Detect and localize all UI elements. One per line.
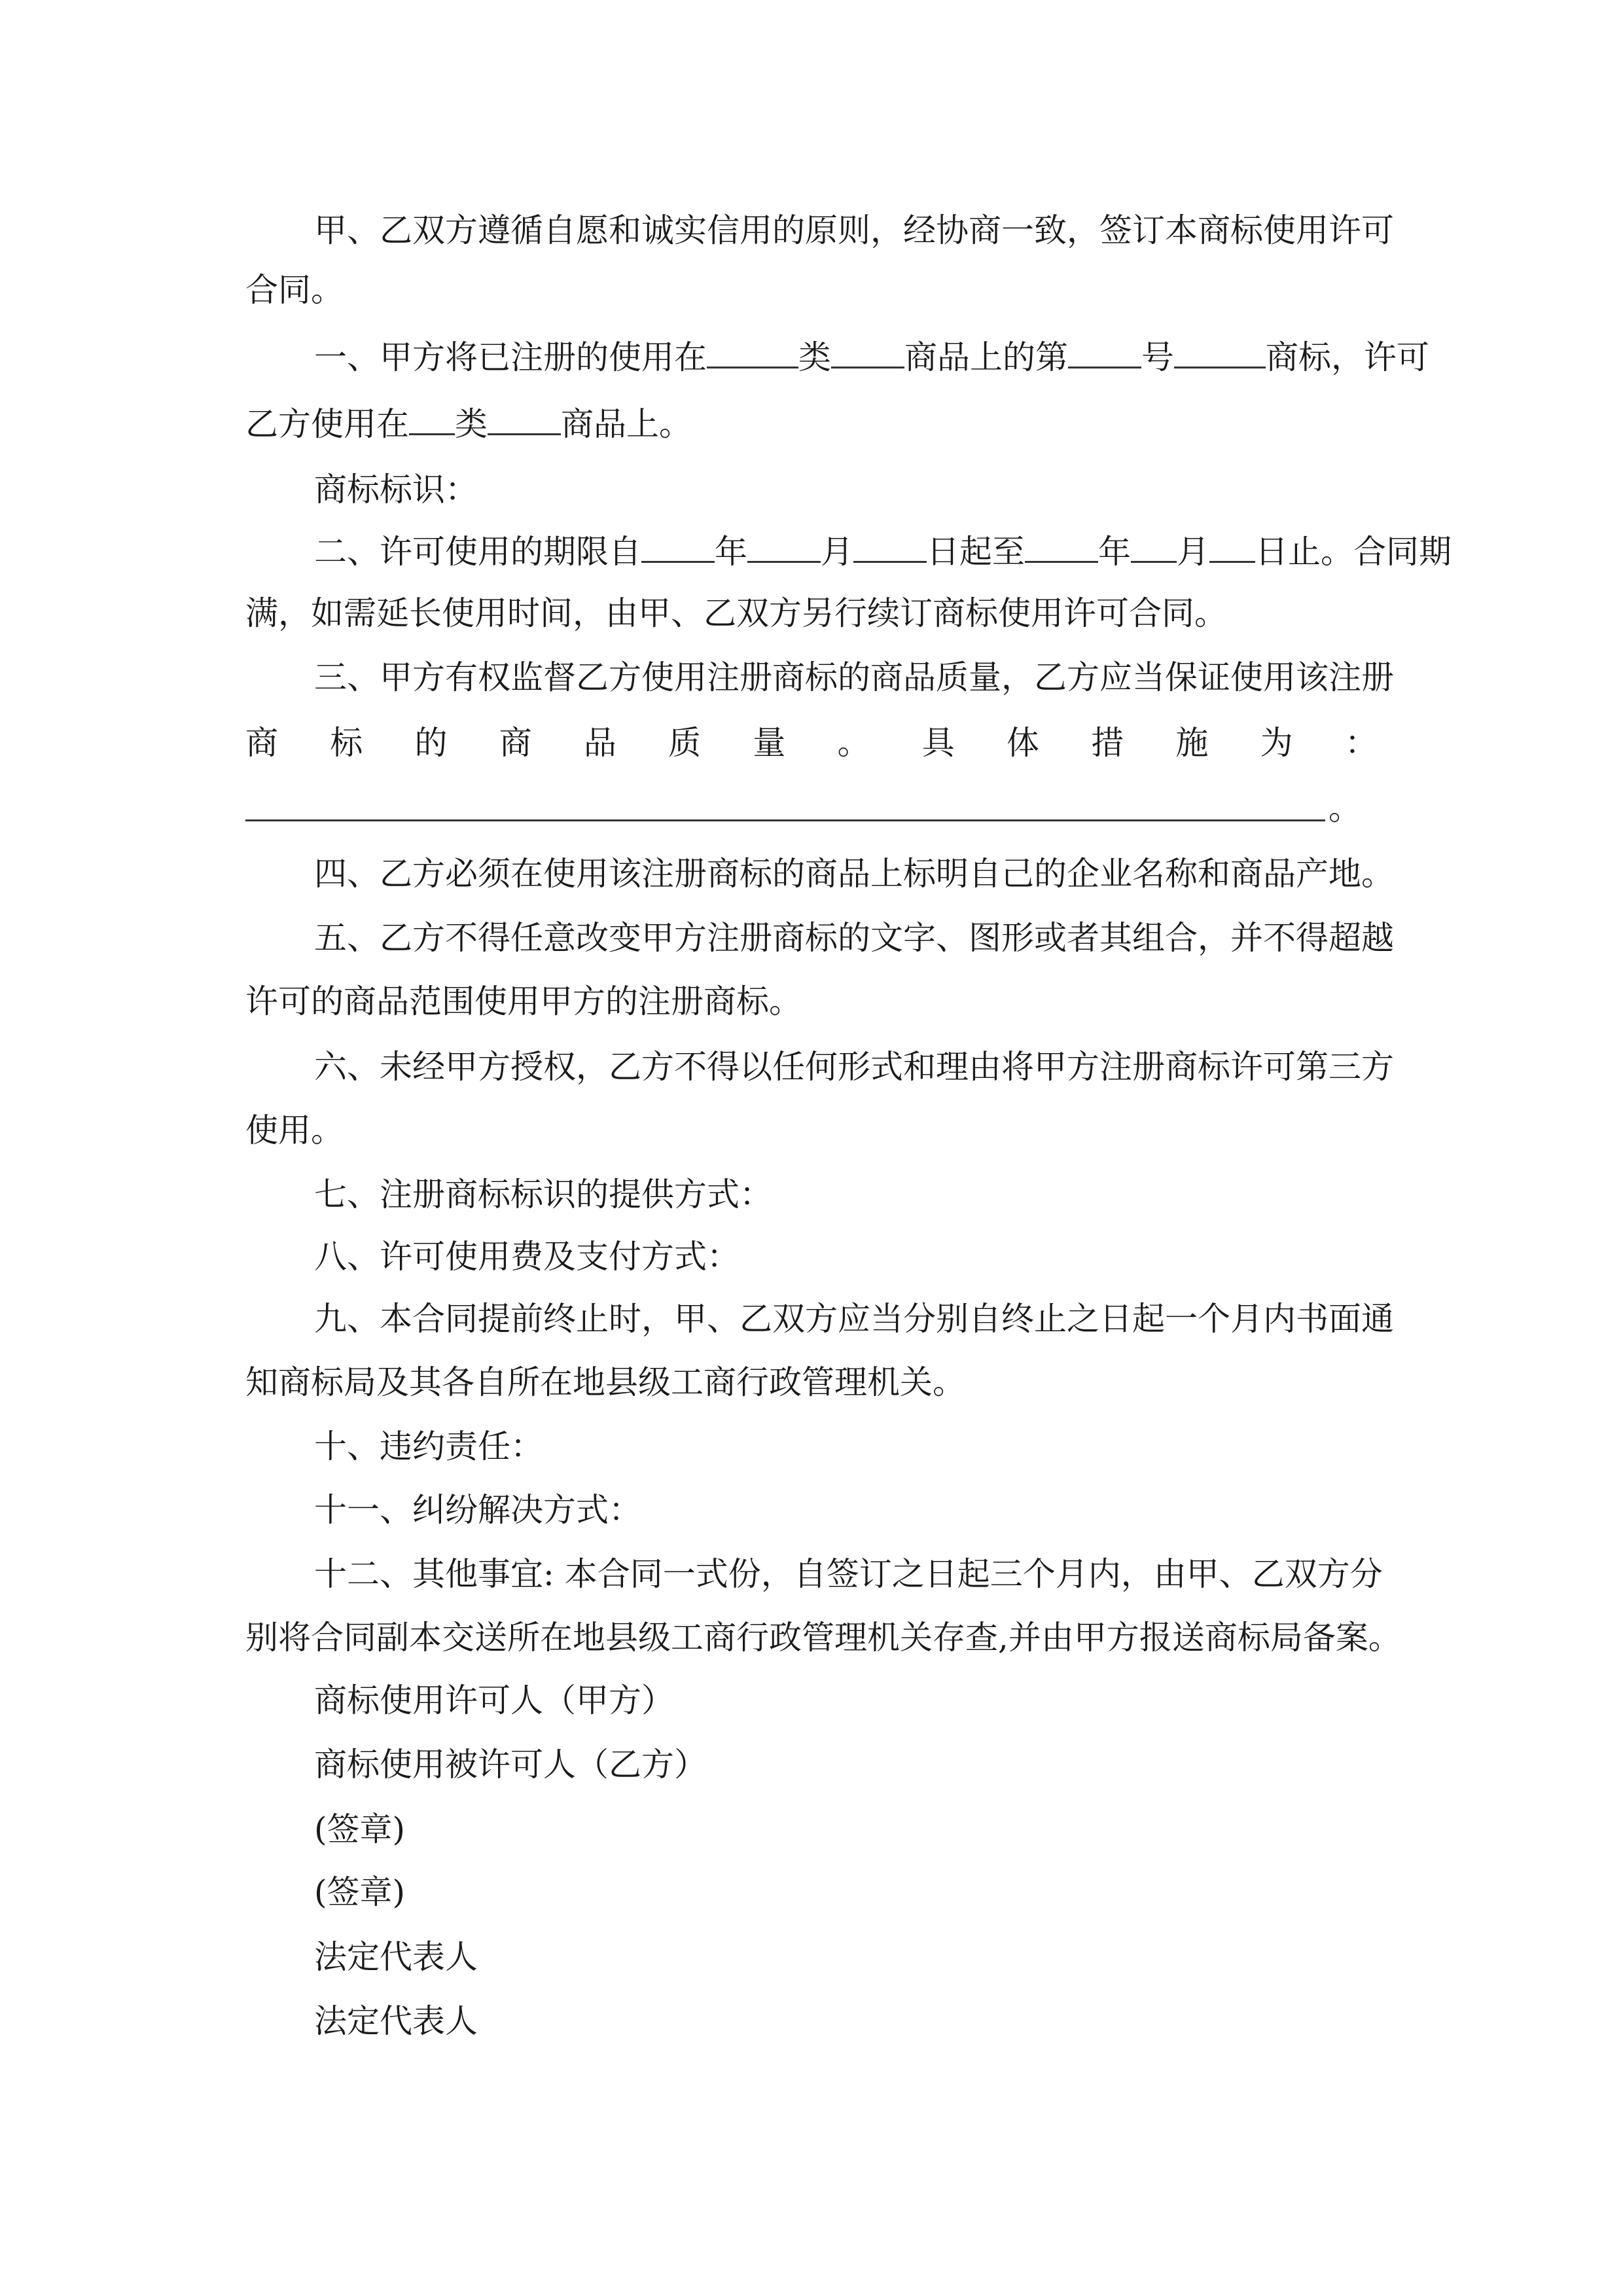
clause-3-char: 质 <box>668 724 702 762</box>
clause-1-text-a: 一、甲方将已注册的使用在 <box>314 338 707 376</box>
clause-1-text-d: 号 <box>1141 338 1174 376</box>
clause-3-char: 量 <box>753 724 786 762</box>
clause-1-text-g: 类 <box>455 405 488 443</box>
clause-2-text-e: 年 <box>1098 533 1131 571</box>
clause-3-char: 。 <box>837 724 870 762</box>
licensor-representative: 法定代表人 <box>314 1938 478 1976</box>
licensor-seal: (签章) <box>314 1810 406 1848</box>
clause-12-line-2: 别将合同副本交送所在地县级工商行政管理机关存查,并由甲方报送商标局备案。 <box>245 1619 1401 1657</box>
intro-line-1: 甲、乙双方遵循自愿和诚实信用的原则，经协商一致，签订本商标使用许可 <box>314 211 1394 249</box>
blank-end-year <box>1025 557 1098 563</box>
clause-4: 四、乙方必须在使用该注册商标的商品上标明自己的企业名称和商品产地。 <box>314 855 1394 893</box>
licensee-representative: 法定代表人 <box>314 2002 478 2040</box>
blank-licensed-goods <box>488 429 561 435</box>
clause-5-line-1: 五、乙方不得任意改变甲方注册商标的文字、图形或者其组合，并不得超越 <box>314 919 1394 957</box>
clause-2-text-f: 月 <box>1177 533 1209 571</box>
clause-9-line-2: 知商标局及其各自所在地县级工商行政管理机关。 <box>245 1363 965 1401</box>
blank-end-month <box>1131 557 1177 563</box>
blank-trademark-name <box>1174 363 1266 368</box>
blank-licensed-class <box>409 429 455 435</box>
clause-3-char: 为 <box>1260 724 1293 762</box>
clause-1-text-e: 商标，许可 <box>1266 338 1429 376</box>
clause-5-line-2: 许可的商品范围使用甲方的注册商标。 <box>245 982 802 1020</box>
blank-class-number <box>707 363 798 368</box>
clause-3-char: 商 <box>499 724 532 762</box>
blank-start-year <box>641 557 715 563</box>
clause-3-end-period: 。 <box>1329 789 1361 827</box>
clause-2-text-d: 日起至 <box>927 533 1025 571</box>
clause-3-line-2 <box>245 724 1378 762</box>
clause-1-text-h: 商品上。 <box>561 405 692 443</box>
trademark-mark-label: 商标标识： <box>314 471 478 509</box>
clause-3-char: ： <box>1344 724 1378 762</box>
clause-3-line-1: 三、甲方有权监督乙方使用注册商标的商品质量，乙方应当保证使用该注册 <box>314 658 1394 696</box>
clause-7: 七、注册商标标识的提供方式： <box>314 1175 772 1213</box>
intro-line-2: 合同。 <box>245 271 344 309</box>
clause-6-line-1: 六、未经甲方授权，乙方不得以任何形式和理由将甲方注册商标许可第三方 <box>314 1048 1394 1086</box>
clause-1-line-2 <box>245 405 692 443</box>
clause-2-text-b: 年 <box>715 533 747 571</box>
clause-6-line-2: 使用。 <box>245 1111 344 1149</box>
clause-2-text-c: 月 <box>821 533 853 571</box>
clause-8: 八、许可使用费及支付方式： <box>314 1238 740 1276</box>
clause-3-char: 具 <box>921 724 955 762</box>
licensee-label: 商标使用被许可人（乙方） <box>314 1746 707 1784</box>
clause-3-char: 标 <box>330 724 363 762</box>
clause-2-text-g: 日止。合同期 <box>1255 533 1452 571</box>
clause-2-line-1 <box>314 533 1452 571</box>
clause-3-char: 施 <box>1175 724 1209 762</box>
clause-12-line-1: 十二、其他事宜: 本合同一式份，自签订之日起三个月内，由甲、乙双方分 <box>314 1555 1383 1593</box>
clause-10: 十、违约责任： <box>314 1427 543 1465</box>
clause-1-text-b: 类 <box>798 338 831 376</box>
clause-3-char: 品 <box>583 724 616 762</box>
clause-3-char: 商 <box>245 724 278 762</box>
clause-1-line-1 <box>314 338 1429 376</box>
clause-2-text-a: 二、许可使用的期限自 <box>314 533 641 571</box>
clause-2-line-2: 满，如需延长使用时间，由甲、乙双方另行续订商标使用许可合同。 <box>245 594 1227 632</box>
clause-3-char: 的 <box>414 724 448 762</box>
clause-3-char: 体 <box>1006 724 1039 762</box>
licensee-seal: (签章) <box>314 1873 406 1911</box>
blank-start-day <box>853 557 927 563</box>
blank-end-day <box>1209 557 1255 563</box>
blank-start-month <box>747 557 821 563</box>
blank-goods <box>831 363 904 368</box>
licensor-label: 商标使用许可人（甲方） <box>314 1681 674 1719</box>
clause-1-text-c: 商品上的第 <box>904 338 1068 376</box>
clause-9-line-1: 九、本合同提前终止时，甲、乙双方应当分别自终止之日起一个月内书面通 <box>314 1300 1394 1338</box>
clause-1-text-f: 乙方使用在 <box>245 405 409 443</box>
blank-quality-measures <box>245 819 1325 821</box>
clause-3-char: 措 <box>1091 724 1124 762</box>
clause-11: 十一、纠纷解决方式： <box>314 1491 641 1529</box>
blank-registration-number <box>1068 363 1141 368</box>
